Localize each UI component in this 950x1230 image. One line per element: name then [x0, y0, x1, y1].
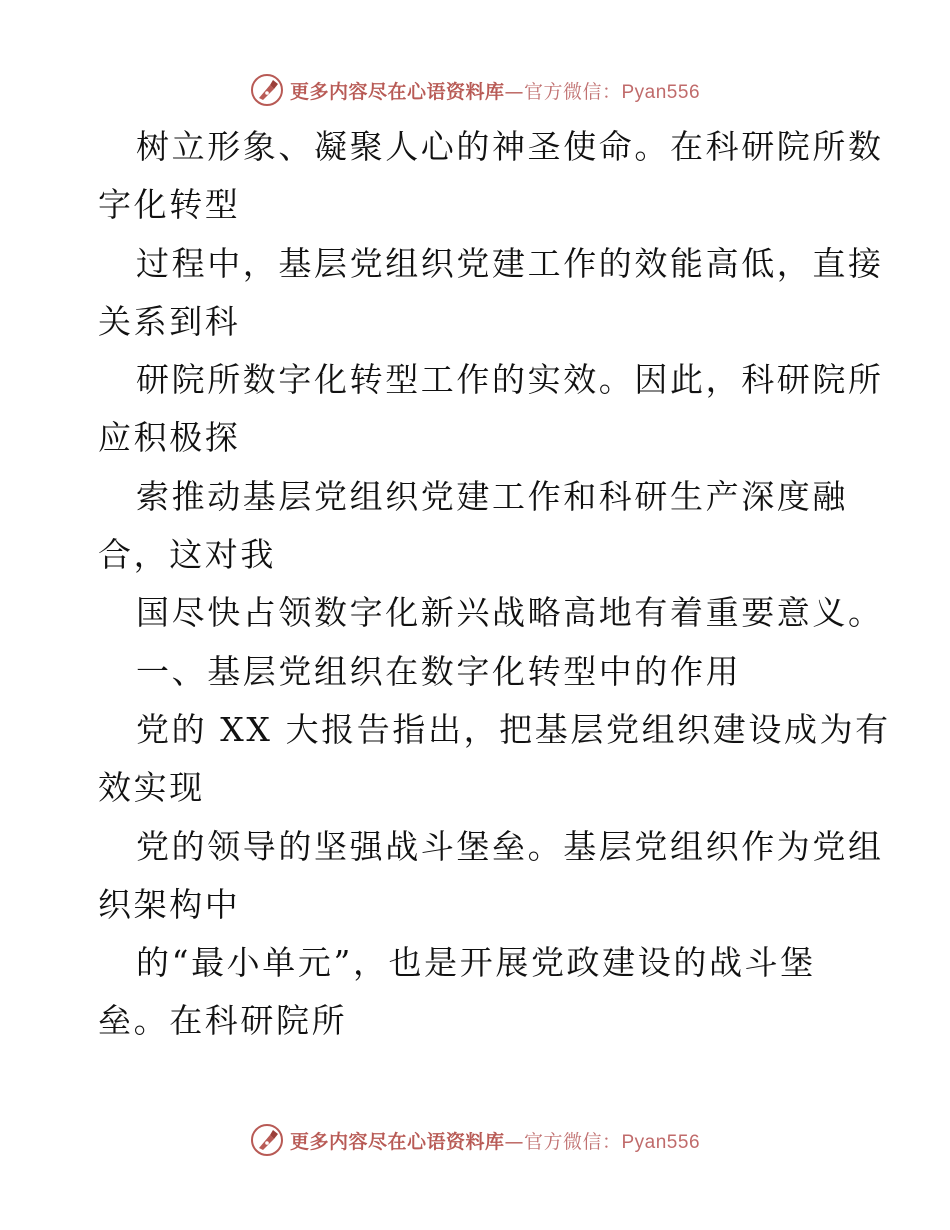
text-line: 研院所数字化转型工作的实效。因此，科研院所 [136, 360, 884, 400]
header-watermark [0, 70, 950, 110]
watermark-contact-label: 官方微信： [523, 80, 622, 103]
text-line: 索推动基层党组织党建工作和科研生产深度融 [136, 476, 848, 516]
text-line: 党的 XX 大报告指出，把基层党组织建设成为有 [136, 709, 891, 749]
watermark-contact-id: Pyan556 [621, 81, 701, 103]
watermark-contact-label: 官方微信： [523, 1130, 622, 1153]
text-line: 的“最小单元”，也是开展党政建设的战斗堡 [136, 943, 816, 983]
text-line: 国尽快占领数字化新兴战略高地有着重要意义。 [136, 593, 884, 633]
text-line: 树立形象、凝聚人心的神圣使命。在科研院所数 [136, 127, 884, 166]
text-line: 过程中，基层党组织党建工作的效能高低，直接 [136, 243, 884, 283]
footer-watermark [0, 1120, 950, 1160]
text-line: 合，这对我 [98, 535, 276, 575]
watermark-contact-id: Pyan556 [621, 1131, 701, 1153]
pen-nib-logo-icon [250, 73, 284, 107]
watermark-dash: — [504, 80, 524, 103]
text-line: 关系到科 [98, 301, 241, 341]
text-line: 应积极探 [98, 418, 241, 458]
text-line: 一、基层党组织在数字化转型中的作用 [136, 651, 742, 691]
text-line: 垒。在科研院所 [98, 1001, 348, 1041]
text-line: 效实现 [98, 768, 205, 808]
document-body [98, 118, 891, 1051]
watermark-dash: — [504, 1130, 524, 1153]
watermark-brand: 更多内容尽在心语资料库 [289, 80, 505, 103]
pen-nib-logo-icon [250, 1123, 284, 1157]
text-line: 党的领导的坚强战斗堡垒。基层党组织作为党组 [136, 826, 884, 866]
text-line: 字化转型 [98, 185, 241, 225]
watermark-brand: 更多内容尽在心语资料库 [289, 1130, 505, 1153]
text-line: 织架构中 [98, 884, 241, 924]
